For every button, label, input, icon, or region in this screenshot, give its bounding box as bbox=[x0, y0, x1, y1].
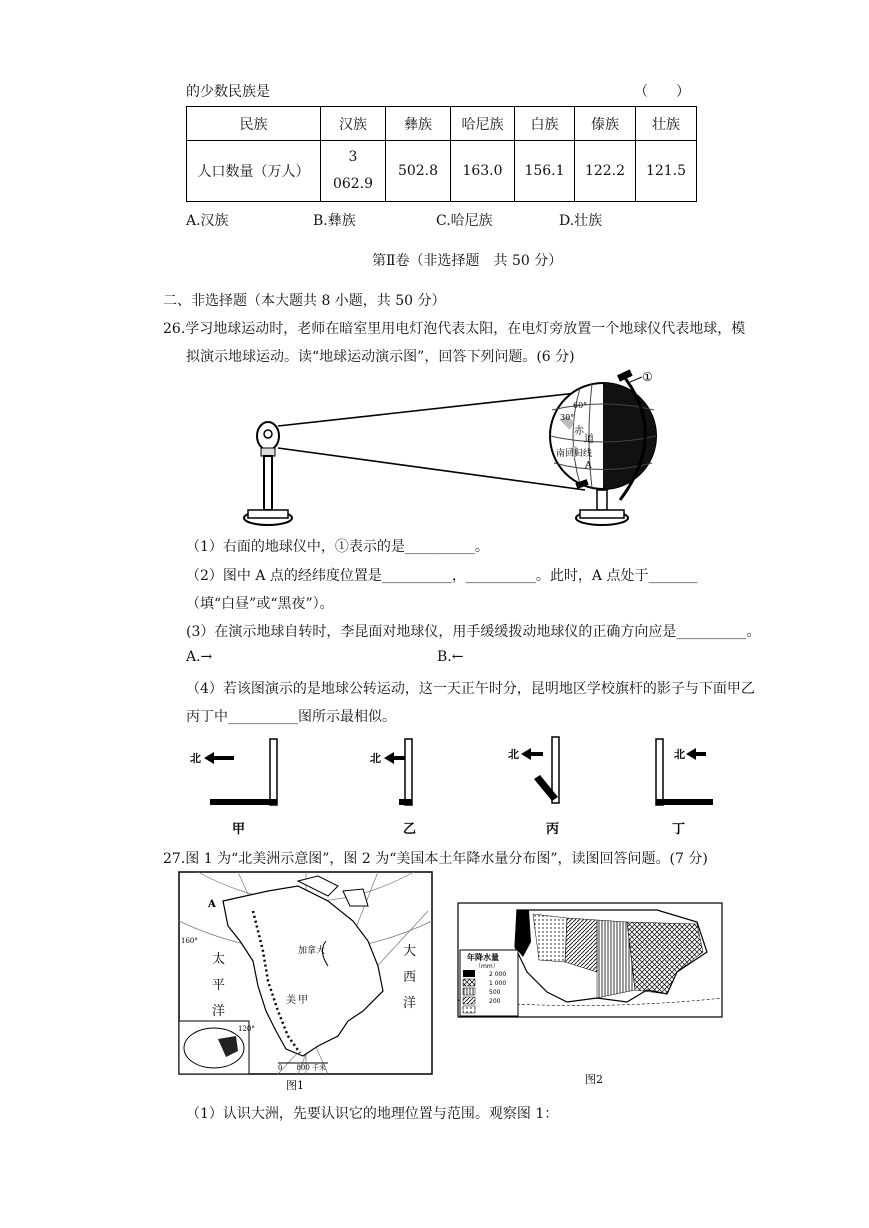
shadow-figure-ding bbox=[656, 739, 713, 837]
q26-sub4-line1: （4）若该图演示的是地球公转运动，这一天正午时分，昆明地区学校旗杆的影子与下面甲乙 bbox=[186, 681, 755, 697]
north-arrow-icon bbox=[521, 748, 543, 760]
legend-value: 200 bbox=[489, 998, 501, 1005]
figure-caption: 乙 bbox=[403, 822, 417, 837]
north-arrow-icon bbox=[204, 752, 234, 764]
legend-value: 2 000 bbox=[489, 971, 507, 978]
q26-sub1: （1）右面的地球仪中，①表示的是__________。 bbox=[186, 539, 489, 555]
q25-option-c[interactable]: C.哈尼族 bbox=[436, 213, 493, 229]
legend-title: 年降水量 bbox=[467, 953, 499, 962]
north-label: 北 bbox=[674, 748, 685, 761]
table-cell: 502.8 bbox=[386, 141, 451, 202]
table-cell: 121.5 bbox=[636, 141, 697, 202]
earth-motion-figure bbox=[240, 368, 670, 530]
table-header-cell: 哈尼族 bbox=[451, 107, 515, 141]
q27-stem: 27.图 1 为“北美洲示意图”，图 2 为“美国本土年降水量分布图”，读图回答问题。(7 分) bbox=[163, 851, 708, 867]
globe-label: 60° bbox=[573, 401, 588, 410]
north-arrow-icon bbox=[384, 752, 406, 764]
globe-label: 30° bbox=[560, 413, 575, 422]
light-ray-bottom bbox=[278, 448, 585, 490]
shadow-figure-yi bbox=[370, 739, 416, 837]
map-label: 西 bbox=[403, 970, 417, 985]
figure-caption: 丁 bbox=[672, 822, 686, 837]
north-america-map bbox=[178, 871, 434, 1093]
figure-caption: 丙 bbox=[546, 822, 560, 837]
q27-sub1: （1）认识大洲，先要认识它的地理位置与范围。观察图 1： bbox=[186, 1106, 559, 1122]
map-label: A bbox=[208, 899, 216, 910]
shadow-figure-bing bbox=[508, 737, 559, 837]
point-a-label: A bbox=[585, 461, 592, 471]
table-header-cell: 白族 bbox=[515, 107, 575, 141]
q26-stem-line2: 拟演示地球运动。读“地球运动演示图”，回答下列问题。(6 分) bbox=[186, 349, 575, 365]
figure-caption: 甲 bbox=[232, 822, 246, 837]
q26-sub4-line2: 丙丁中__________图所示最相似。 bbox=[186, 709, 396, 725]
q25-option-b[interactable]: B.彝族 bbox=[313, 213, 356, 229]
marker-1-label: ① bbox=[642, 370, 653, 384]
north-label: 北 bbox=[190, 752, 201, 765]
table-header-cell: 壮族 bbox=[636, 107, 697, 141]
globe-label: 赤 bbox=[574, 426, 584, 437]
map-label: 平 bbox=[212, 978, 226, 993]
table-header-cell: 傣族 bbox=[575, 107, 636, 141]
us-precipitation-map bbox=[457, 902, 725, 1088]
map2-caption: 图2 bbox=[585, 1073, 603, 1086]
q26-sub3-option-a[interactable]: A.→ bbox=[186, 649, 213, 665]
map-label: 洋 bbox=[403, 996, 417, 1011]
map-label: 大 bbox=[403, 944, 417, 959]
globe-label: 道 bbox=[584, 434, 594, 445]
answer-paren: （ ） bbox=[634, 84, 690, 100]
map-label: 太 bbox=[212, 952, 226, 967]
legend-value: 1 000 bbox=[489, 980, 507, 987]
table-cell: 3 062.9 bbox=[321, 141, 386, 202]
map-label: 美 bbox=[286, 995, 296, 1006]
table-cell: 163.0 bbox=[451, 141, 515, 202]
globe-icon bbox=[550, 369, 656, 525]
north-label: 北 bbox=[370, 752, 381, 765]
table-header-cell: 彝族 bbox=[386, 107, 451, 141]
table-row-label: 人口数量（万人） bbox=[187, 141, 321, 202]
table-cell: 122.2 bbox=[575, 141, 636, 202]
shadow-figures bbox=[190, 733, 730, 837]
shadow-figure-jia bbox=[190, 739, 277, 837]
table-header-cell: 民族 bbox=[187, 107, 321, 141]
north-label: 北 bbox=[508, 748, 519, 761]
legend-unit: （mm） bbox=[475, 963, 499, 970]
map-label: 160° bbox=[181, 937, 198, 945]
map-label: 120° bbox=[238, 1025, 255, 1033]
table-cell: 156.1 bbox=[515, 141, 575, 202]
map-label: 甲 bbox=[298, 995, 308, 1006]
q26-stem-line1: 26.学习地球运动时，老师在暗室里用电灯泡代表太阳，在电灯旁放置一个地球仪代表地球，模 bbox=[163, 321, 746, 337]
section-title: 二、非选择题（本大题共 8 小题，共 50 分） bbox=[163, 293, 446, 309]
map-label: 加拿大 bbox=[298, 946, 326, 956]
q26-sub2-line1: （2）图中 A 点的经纬度位置是__________，__________。此时，A 点处于_______ bbox=[186, 568, 698, 584]
volume-title: 第Ⅱ卷（非选择题 共 50 分） bbox=[372, 253, 563, 269]
lamp-icon bbox=[244, 422, 292, 525]
q26-sub2-line2: （填“白昼”或“黑夜”）。 bbox=[186, 596, 334, 612]
q26-sub3: (3）在演示地球自转时，李昆面对地球仪，用手缓缓拨动地球仪的正确方向应是__________。 bbox=[186, 624, 761, 640]
table-header-row bbox=[187, 107, 697, 141]
q25-stem-tail: 的少数民族是 bbox=[186, 84, 270, 100]
globe-label: 南回归线 bbox=[556, 449, 593, 459]
map-scale: 0 800 千米 bbox=[278, 1064, 327, 1072]
q25-option-a[interactable]: A.汉族 bbox=[186, 213, 229, 229]
north-arrow-icon bbox=[686, 748, 706, 760]
legend-value: 500 bbox=[489, 989, 501, 996]
q25-option-d[interactable]: D.壮族 bbox=[559, 213, 603, 229]
table-row bbox=[187, 141, 697, 202]
q26-sub3-option-b[interactable]: B.← bbox=[437, 649, 464, 665]
map-label: 洋 bbox=[212, 1004, 226, 1019]
map1-caption: 图1 bbox=[286, 1079, 304, 1092]
table-header-cell: 汉族 bbox=[321, 107, 386, 141]
population-table bbox=[186, 106, 697, 202]
